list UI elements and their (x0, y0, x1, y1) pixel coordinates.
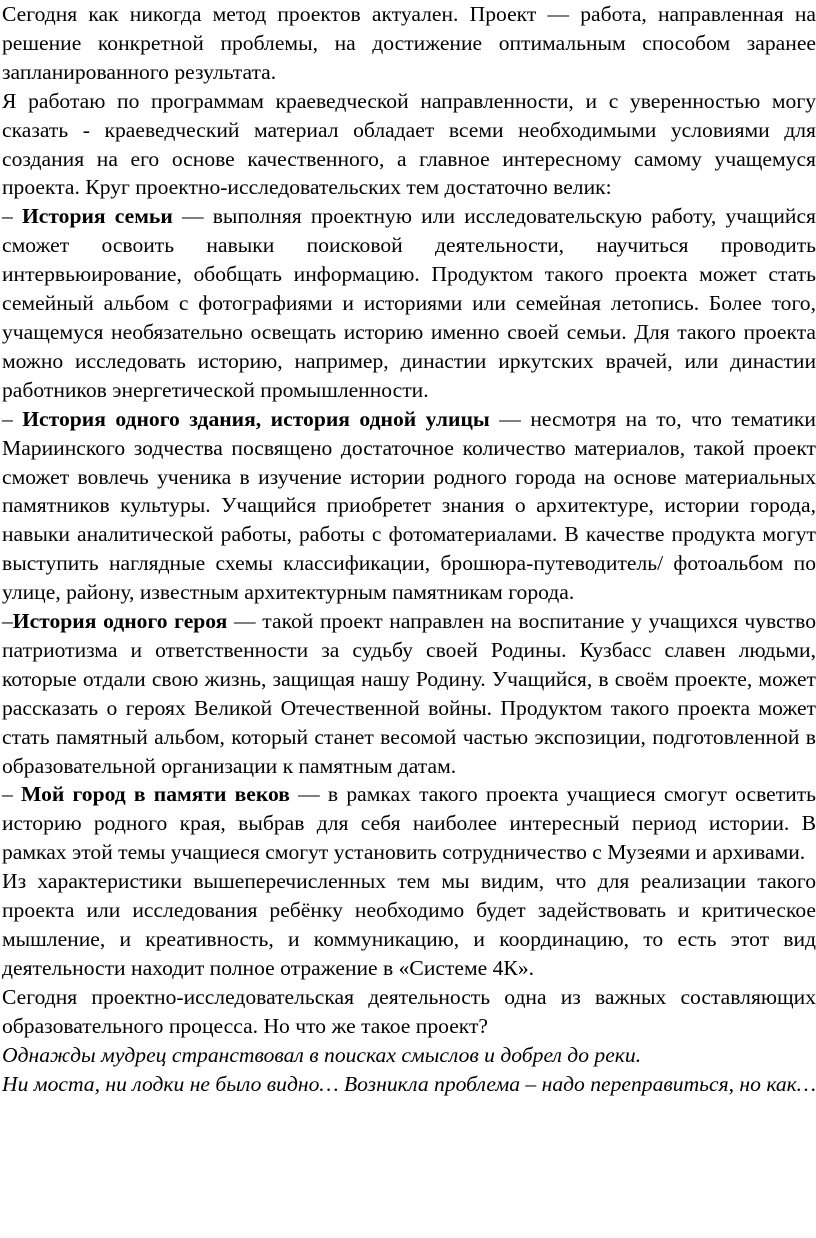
list-item-hero-history (2, 607, 816, 780)
paragraph-project-definition (2, 0, 816, 87)
list-dash: – (2, 406, 13, 431)
list-item-building-history (2, 405, 816, 607)
topic-description: — выполняя проектную или исследовательскую работу, учащийся сможет освоить навыки поисковой деятельности, научиться проводить интервьюирование, обобщать информацию. Продуктом такого проекта может стать семейный альбом с фотографиями и историями или семейная летопись. Более того, учащемуся необязательно освещать историю именно своей семьи. Для такого проекта можно исследовать историю, например, династии иркутских врачей, или династии работников энергетической промышленности. (2, 204, 816, 402)
list-dash: – (2, 609, 13, 634)
parable-line-2 (2, 1070, 816, 1099)
paragraph-text: Сегодня как никогда метод проектов актуален. Проект — работа, направленная на решение конкретной проблемы, на достижение оптимальным способом заранее запланированного результата. (2, 2, 816, 84)
topic-title: История одного здания, история одной улицы (22, 406, 490, 431)
paragraph-4k-system (2, 867, 816, 983)
paragraph-what-is-project (2, 983, 816, 1041)
paragraph-local-history (2, 87, 816, 203)
list-dash: – (2, 204, 13, 229)
parable-line-1 (2, 1041, 816, 1070)
topic-title: История одного героя (12, 609, 228, 634)
topic-description: — в рамках такого проекта учащиеся смогут осветить историю родного края, выбрав для себя наиболее интересный период истории. В рамках этой темы учащиеся смогут установить сотрудничество с Музеями и архивами. (2, 782, 816, 865)
topic-title: Мой город в памяти веков (21, 782, 290, 807)
paragraph-text: Я работаю по программам краеведческой направленности, и с уверенностью могу сказать - краеведческий материал обладает всеми необходимыми условиями для создания на его основе качественного, а главное интересному самому учащемуся проекта. Круг проектно-исследовательских тем достаточно велик: (2, 88, 816, 200)
paragraph-text: Ни моста, ни лодки не было видно… Возникла проблема – надо переправиться, но как… (2, 1071, 816, 1096)
paragraph-text: Сегодня проектно-исследовательская деятельность одна из важных составляющих образовательного процесса. Но что же такое проект? (2, 984, 816, 1038)
topic-description: — несмотря на то, что тематики Мариинского зодчества посвящено достаточное количество материалов, такой проект сможет вовлечь ученика в изучение истории родного города на основе материальных памятников культуры. Учащийся приобретет знания о архитектуре, истории города, навыки аналитической работы, работы с фотоматериалами. В качестве продукта могут выступить наглядные схемы классификации, брошюра-путеводитель/ фотоальбом по улице, району, известным архитектурным памятникам города. (2, 406, 816, 605)
list-item-city-memory (2, 780, 816, 867)
list-dash: – (2, 782, 13, 807)
list-item-family-history (2, 202, 816, 404)
paragraph-text: Из характеристики вышеперечисленных тем мы видим, что для реализации такого проекта или исследования ребёнку необходимо будет задействовать и критическое мышление, и креативность, и коммуникацию, и координацию, то есть этот вид деятельности находит полное отражение в «Системе 4К». (2, 869, 816, 980)
paragraph-text: Однажды мудрец странствовал в поисках смыслов и добрел до реки. (2, 1042, 642, 1067)
topic-title: История семьи (21, 204, 173, 229)
topic-description: — такой проект направлен на воспитание у учащихся чувство патриотизма и ответственности за судьбу своей Родины. Кузбасс славен людьми, которые отдали свою жизнь, защищая нашу Родину. Учащийся, в своём проекте, может рассказать о героях Великой Отечественной войны. Продуктом такого проекта может стать памятный альбом, который станет весомой частью экспозиции, подготовленной в образовательной организации к памятным датам. (2, 609, 816, 778)
